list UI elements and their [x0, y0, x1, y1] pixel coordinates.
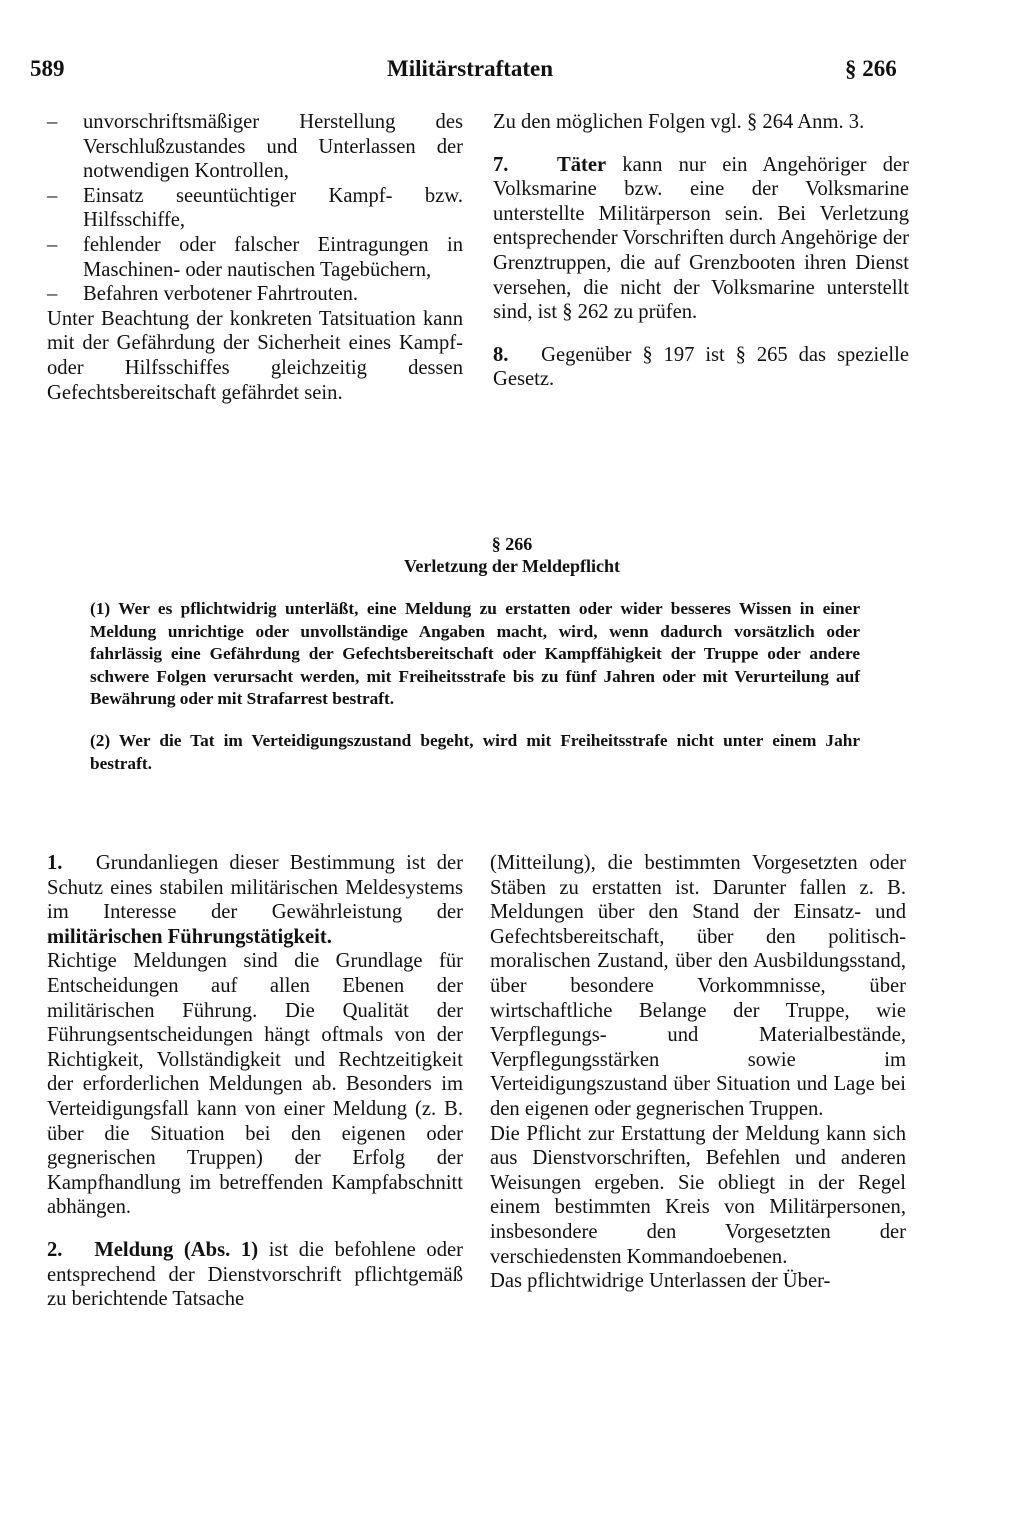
- note-text: ist die befohlene oder entsprechend der Dienstvorschrift pflichtgemäß zu berichtende Tatsache: [47, 1238, 463, 1311]
- running-title: Militärstraftaten: [387, 56, 554, 81]
- list-item-text: unvorschriftsmäßiger Herstellung des Verschlußzustandes und Unterlassen der notwendigen Kontrollen,: [83, 111, 463, 183]
- note-keyword: Täter: [557, 153, 607, 176]
- statute-section-number: § 266: [491, 534, 533, 554]
- section-marker: § 266: [845, 56, 897, 81]
- dash-marker: –: [47, 111, 58, 133]
- note-text: Gegenüber § 197 ist § 265 das spezielle Gesetz.: [493, 343, 909, 391]
- commentary-paragraph: Unter Beachtung der konkreten Tatsituation kann mit der Gefährdung der Sicherheit eines Kampf- oder Hilfsschiffes gleichzeitig dessen Gefechtsbereitschaft gefährdet sein.: [47, 307, 463, 404]
- statute-title: Verletzung der Meldepflicht: [404, 556, 620, 576]
- list-item: [47, 110, 463, 184]
- note-1: [47, 851, 463, 949]
- note-number: 1.: [47, 852, 63, 874]
- note-number: 7.: [493, 153, 509, 176]
- commentary-paragraph: (Mitteilung), die bestimmten Vorgesetzten oder Stäben zu erstatten ist. Darunter fallen z. B. Meldungen über den Stand der Einsatz- und Gefechtsbereitschaft, über den politisch-moralischen Zustand, über den Ausbildungsstand, über besondere Vorkommnisse, über wirtschaftliche Belange der Truppe, wie Verpflegungs- und Materialbestände, Verpflegungsstärken sowie im Verteidigungszustand über Situation und Lage bei den eigenen oder gegnerischen Truppen.: [490, 852, 906, 1120]
- statute-paragraph-2: (2) Wer die Tat im Verteidigungszustand begeht, wird mit Freiheitsstrafe nicht unter einem Jahr bestraft.: [90, 730, 860, 773]
- left-column-bottom: [47, 851, 463, 1312]
- note-keyword: Meldung (Abs. 1): [94, 1238, 259, 1261]
- list-item-text: Befahren verbotener Fahrtrouten.: [83, 283, 359, 306]
- commentary-paragraph: Zu den möglichen Folgen vgl. § 264 Anm. 3.: [493, 111, 865, 133]
- commentary-paragraph: Das pflichtwidrige Unterlassen der Über-: [490, 1270, 831, 1293]
- page-number: 589: [30, 56, 65, 81]
- dash-marker: –: [47, 283, 58, 306]
- list-item-text: Einsatz seeuntüchtiger Kampf- bzw. Hilfsschiffe,: [83, 184, 463, 232]
- list-item: [47, 184, 463, 233]
- dash-marker: –: [47, 233, 58, 256]
- list-item: [47, 282, 463, 307]
- note-keyword: militärischen Führungstätigkeit.: [47, 925, 332, 948]
- page-header: [28, 56, 908, 90]
- left-column-top: [47, 110, 463, 405]
- note-number: 2.: [47, 1238, 63, 1261]
- note-text: kann nur ein Angehöriger der Volksmarine bzw. eine der Volksmarine unterstellte Militärperson sein. Bei Verletzung entsprechender Vorschriften durch Angehörige der Grenztruppen, die auf Grenzbooten ihren Dienst versehen, die nicht der Volksmarine unterstellt sind, ist § 262 zu prüfen.: [493, 153, 909, 324]
- dash-marker: –: [47, 184, 58, 207]
- note-2: [47, 1238, 463, 1312]
- list-item: [47, 233, 463, 282]
- note-7: [493, 153, 909, 325]
- right-column-top: [493, 110, 909, 392]
- statute-text: [90, 598, 860, 775]
- commentary-paragraph: Die Pflicht zur Erstattung der Meldung kann sich aus Dienstvorschriften, Befehlen und anderen Weisungen ergeben. Sie obliegt in der Regel einem bestimmten Kreis von Militärpersonen, insbesondere den Vorgesetzten der verschiedensten Kommandoebenen.: [490, 1122, 906, 1268]
- list-item-text: fehlender oder falscher Eintragungen in Maschinen- oder nautischen Tagebüchern,: [83, 233, 463, 281]
- note-8: [493, 343, 909, 392]
- commentary-paragraph: Richtige Meldungen sind die Grundlage für Entscheidungen auf allen Ebenen der militärischen Führung. Die Qualität der Führungsentscheidungen hängt oftmals von der Richtigkeit, Vollständigkeit und Rechtzeitigkeit der erforderlichen Meldungen ab. Besonders im Verteidigungsfall kann von einer Meldung (z. B. über die Situation bei den eigenen oder gegnerischen Truppen) der Erfolg der Kampfhandlung im betreffenden Kampfabschnitt abhängen.: [47, 950, 463, 1219]
- right-column-bottom: [490, 851, 906, 1294]
- note-text: Grundanliegen dieser Bestimmung ist der Schutz eines stabilen militärischen Meldesystems im Interesse der Gewährleistung der: [47, 852, 463, 924]
- statute-paragraph-1: (1) Wer es pflichtwidrig unterläßt, eine Meldung zu erstatten oder wider besseres Wissen in einer Meldung unrichtige oder unvollständige Angaben macht, wird, wenn dadurch vorsätzlich oder fahrlässig eine Gefährdung der Gefechtsbereitschaft oder Kampffähigkeit der Truppe oder andere schwere Folgen verursacht werden, mit Freiheitsstrafe bis zu fünf Jahren oder mit Verurteilung auf Bewährung oder mit Strafarrest bestraft.: [90, 599, 860, 709]
- note-number: 8.: [493, 343, 509, 366]
